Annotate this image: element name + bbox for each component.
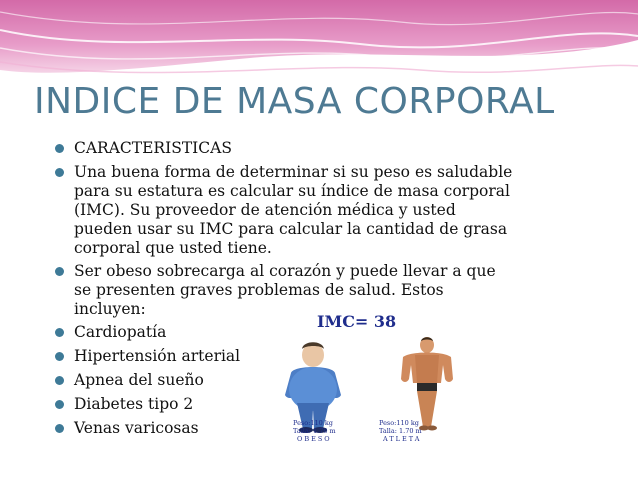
left-type-caption: OBESO [297, 435, 332, 443]
list-item-text: Ser obeso sobrecarga al corazón y puede llevar a que se presenten graves problemas de salud. Estos incluyen: [74, 262, 496, 318]
list-item-text: Una buena forma de determinar si su peso es saludable para su estatura es calcular su índice de masa corporal (IMC). Su proveedor de atención médica y usted pueden usar su IMC para calcular la cantidad de grasa corporal que usted tiene. [74, 163, 513, 257]
left-weight-caption: Peso:110 kg [293, 419, 333, 427]
bullet-icon [55, 328, 64, 337]
right-weight-caption: Peso:110 kg [379, 419, 419, 427]
list-item-text: Diabetes tipo 2 [74, 395, 194, 413]
right-type-caption: ATLETA [383, 435, 422, 443]
bullet-icon [55, 376, 64, 385]
list-item-text: CARACTERISTICAS [74, 139, 232, 157]
bmi-illustration [255, 305, 493, 455]
bullet-icon [55, 168, 64, 177]
bullet-icon [55, 144, 64, 153]
bullet-icon [55, 424, 64, 433]
list-item [55, 139, 515, 158]
imc-label: IMC= 38 [317, 312, 397, 331]
slide-title: INDICE DE MASA CORPORAL [34, 81, 555, 122]
list-item-text: Apnea del sueño [74, 371, 204, 389]
bullet-icon [55, 400, 64, 409]
left-height-caption: Talla: 1.70 m [293, 427, 336, 435]
list-item [55, 163, 515, 258]
athlete-figure-icon [387, 331, 467, 431]
list-item-text: Venas varicosas [74, 419, 199, 437]
right-height-caption: Talla: 1.70 m [379, 427, 422, 435]
bullet-icon [55, 352, 64, 361]
list-item-text: Hipertensión arterial [74, 347, 241, 365]
list-item-text: Cardiopatía [74, 323, 167, 341]
obese-figure-icon [273, 333, 353, 433]
bullet-icon [55, 267, 64, 276]
